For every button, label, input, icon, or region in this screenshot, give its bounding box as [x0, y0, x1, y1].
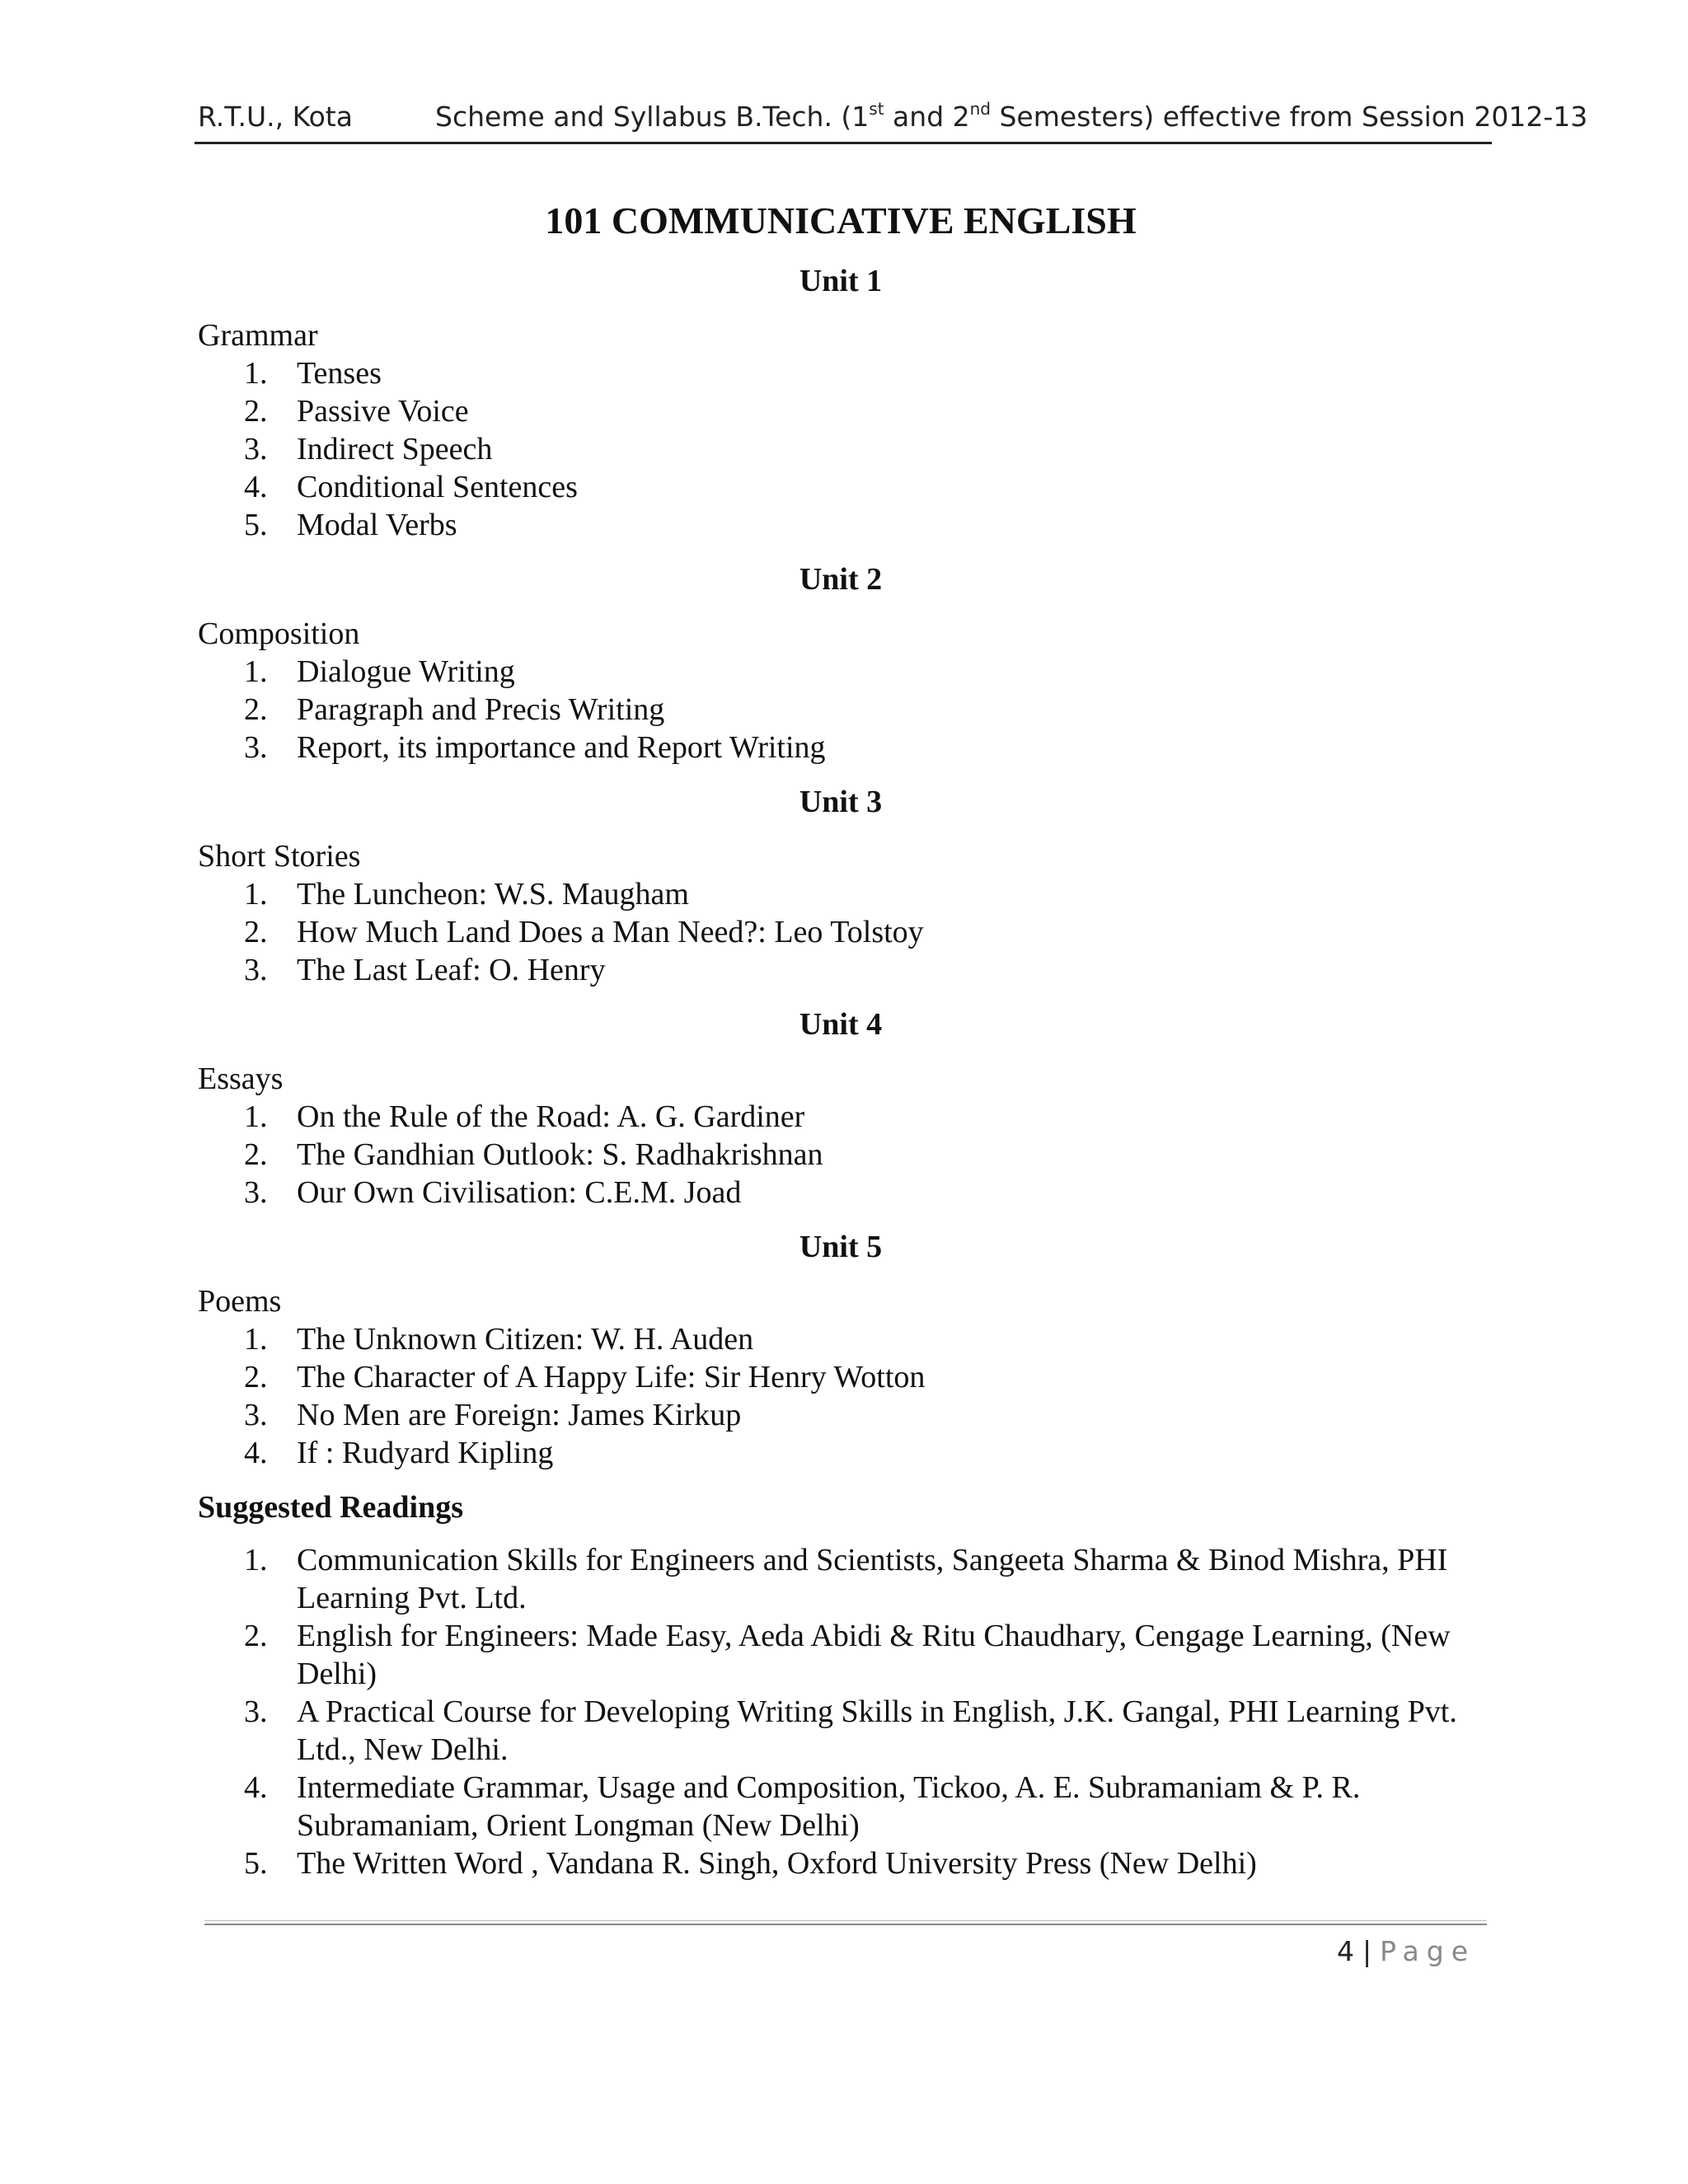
- list-item: [198, 1358, 1484, 1396]
- list-item-number: 2.: [244, 692, 268, 727]
- list-item: [198, 1098, 1484, 1136]
- unit-title: Unit 5: [799, 1230, 883, 1264]
- list-item-number: 1.: [244, 1099, 268, 1134]
- topic-list: [198, 1098, 1484, 1212]
- reading-item-text: The Written Word , Vandana R. Singh, Oxford University Press (New Delhi): [297, 1846, 1257, 1881]
- list-item: [198, 1136, 1484, 1174]
- reading-item: [198, 1844, 1484, 1882]
- list-item-text: Paragraph and Precis Writing: [297, 692, 665, 727]
- list-item-text: Conditional Sentences: [297, 470, 578, 504]
- page-content: [198, 194, 1484, 1882]
- list-item-text: If : Rudyard Kipling: [297, 1436, 554, 1470]
- course-title: 101 COMMUNICATIVE ENGLISH: [545, 199, 1137, 241]
- reading-item: [198, 1541, 1484, 1617]
- list-item-number: 1.: [244, 877, 268, 912]
- reading-item: [198, 1769, 1484, 1844]
- reading-item: [198, 1693, 1484, 1769]
- list-item-number: 4.: [244, 470, 268, 504]
- topic-list: [198, 354, 1484, 544]
- topic-list: [198, 653, 1484, 766]
- list-item: [198, 913, 1484, 951]
- list-item-number: 2.: [244, 394, 268, 429]
- section-label: Essays: [198, 1062, 284, 1096]
- page-number: [1337, 1935, 1475, 1967]
- list-item-number: 1.: [244, 356, 268, 391]
- list-item-text: How Much Land Does a Man Need?: Leo Tolstoy: [297, 915, 924, 949]
- unit-title: Unit 4: [799, 1007, 883, 1042]
- page-word: Page: [1380, 1935, 1475, 1967]
- list-item: [198, 430, 1484, 468]
- page-number-separator: |: [1362, 1935, 1372, 1967]
- list-item: [198, 1396, 1484, 1434]
- reading-item-text: Intermediate Grammar, Usage and Composition, Tickoo, A. E. Subramaniam & P. R. Subramaniam, Orient Longman (New Delhi): [297, 1770, 1361, 1843]
- header-divider: [195, 142, 1492, 144]
- reading-item-text: Communication Skills for Engineers and Scientists, Sangeeta Sharma & Binod Mishra, PHI Learning Pvt. Ltd.: [297, 1543, 1448, 1615]
- list-item: [198, 392, 1484, 430]
- list-item-text: The Last Leaf: O. Henry: [297, 953, 606, 987]
- list-item: [198, 1320, 1484, 1358]
- topic-list: [198, 875, 1484, 989]
- header-scheme-prefix: Scheme and Syllabus B.Tech. (1: [435, 101, 870, 133]
- list-item-text: The Luncheon: W.S. Maugham: [297, 877, 689, 912]
- list-item-text: The Gandhian Outlook: S. Radhakrishnan: [297, 1137, 823, 1172]
- header-scheme-title: [435, 101, 1587, 133]
- units-container: [198, 262, 1484, 1472]
- list-item-number: 3.: [244, 432, 268, 466]
- reading-item-number: 2.: [244, 1619, 268, 1653]
- list-item-number: 5.: [244, 508, 268, 542]
- suggested-readings-list: [198, 1541, 1484, 1882]
- reading-item-number: 4.: [244, 1770, 268, 1805]
- list-item: [198, 951, 1484, 989]
- list-item-text: On the Rule of the Road: A. G. Gardiner: [297, 1099, 805, 1134]
- section-label: Poems: [198, 1284, 282, 1319]
- header-sup-first: st: [869, 99, 884, 119]
- list-item: [198, 691, 1484, 729]
- list-item-number: 3.: [244, 1175, 268, 1210]
- unit-title: Unit 2: [799, 562, 883, 597]
- unit-title: Unit 1: [799, 264, 883, 298]
- list-item: [198, 1434, 1484, 1472]
- header-scheme-suffix: Semesters) effective from Session 2012-13: [991, 101, 1588, 133]
- header-scheme-mid: and 2: [884, 101, 970, 133]
- reading-item-text: English for Engineers: Made Easy, Aeda Abidi & Ritu Chaudhary, Cengage Learning, (New Delhi): [297, 1619, 1451, 1691]
- list-item-text: The Character of A Happy Life: Sir Henry Wotton: [297, 1360, 926, 1394]
- header-institution: R.T.U., Kota: [198, 101, 353, 133]
- section-label: Grammar: [198, 318, 318, 353]
- list-item-text: Indirect Speech: [297, 432, 493, 466]
- section-label: Short Stories: [198, 839, 361, 874]
- list-item: [198, 729, 1484, 766]
- list-item-text: The Unknown Citizen: W. H. Auden: [297, 1322, 754, 1357]
- list-item-number: 3.: [244, 730, 268, 765]
- list-item-number: 2.: [244, 1360, 268, 1394]
- reading-item-number: 5.: [244, 1846, 268, 1881]
- list-item-number: 4.: [244, 1436, 268, 1470]
- list-item: [198, 1174, 1484, 1212]
- list-item-number: 2.: [244, 915, 268, 949]
- list-item: [198, 875, 1484, 913]
- list-item-number: 3.: [244, 953, 268, 987]
- list-item-text: Passive Voice: [297, 394, 469, 429]
- list-item-number: 3.: [244, 1398, 268, 1432]
- topic-list: [198, 1320, 1484, 1472]
- page-header: [196, 97, 1588, 143]
- list-item-text: Dialogue Writing: [297, 654, 515, 689]
- list-item-number: 2.: [244, 1137, 268, 1172]
- list-item-number: 1.: [244, 654, 268, 689]
- reading-item-text: A Practical Course for Developing Writing Skills in English, J.K. Gangal, PHI Learning Pvt. Ltd., New Delhi.: [297, 1694, 1457, 1767]
- header-sup-second: nd: [969, 99, 991, 119]
- list-item-text: No Men are Foreign: James Kirkup: [297, 1398, 742, 1432]
- list-item-number: 1.: [244, 1322, 268, 1357]
- unit-title: Unit 3: [799, 785, 883, 819]
- list-item-text: Tenses: [297, 356, 382, 391]
- reading-item-number: 3.: [244, 1694, 268, 1729]
- list-item-text: Our Own Civilisation: C.E.M. Joad: [297, 1175, 742, 1210]
- reading-item-number: 1.: [244, 1543, 268, 1577]
- list-item: [198, 653, 1484, 691]
- list-item: [198, 468, 1484, 506]
- footer-divider: [204, 1920, 1487, 1925]
- page-number-value: 4: [1336, 1935, 1354, 1967]
- list-item: [198, 354, 1484, 392]
- suggested-readings-heading: Suggested Readings: [198, 1490, 463, 1525]
- list-item-text: Modal Verbs: [297, 508, 457, 542]
- reading-item: [198, 1617, 1484, 1693]
- section-label: Composition: [198, 616, 360, 651]
- list-item: [198, 506, 1484, 544]
- list-item-text: Report, its importance and Report Writing: [297, 730, 826, 765]
